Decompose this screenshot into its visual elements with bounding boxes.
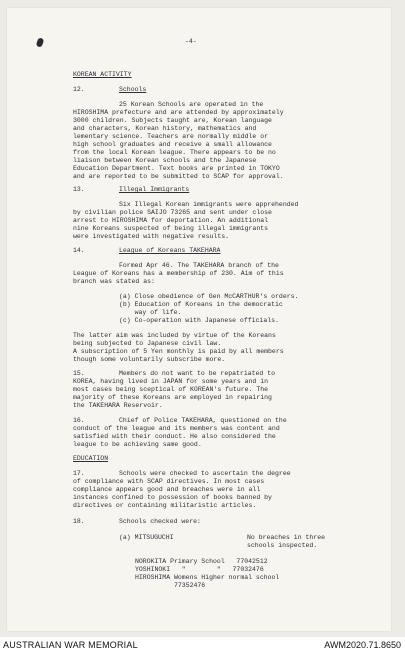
text-line: the TAKEHARA Reservoir.	[73, 402, 163, 409]
text-line: 25 Korean Schools are operated in the	[119, 101, 264, 108]
list-item: (a) Close obedience of Gen McCARTHUR's orders.	[119, 293, 299, 300]
text-line: compliance appears good and breaches were in all	[73, 486, 261, 493]
page-number: -4-	[185, 38, 197, 45]
text-line: Schools checked were:	[119, 518, 201, 525]
section-heading-korean-activity: KOREAN ACTIVITY	[73, 71, 132, 78]
text-line: by civilian police SAIJO 73265 and sent under close	[73, 209, 272, 216]
list-item: way of life.	[119, 309, 182, 316]
text-line: directives or containing militaristic articles.	[73, 502, 257, 509]
school-note: No breaches in three	[247, 534, 326, 541]
school-entry: 77352476	[135, 582, 206, 589]
text-line: Members do not want to be repatriated to	[119, 370, 276, 377]
text-line: of compliance with SCAP directives. In most cases	[73, 478, 265, 485]
text-line: though some voluntarily subscribe more.	[73, 356, 226, 363]
para-heading-illegal-immigrants: Illegal Immigrants	[119, 186, 190, 193]
text-line: Chief of Police TAKEHARA, questioned on the	[119, 417, 287, 424]
para-number-17: 17.	[73, 470, 85, 477]
footer-institution: AUSTRALIAN WAR MEMORIAL	[3, 640, 138, 650]
school-list-item: (a) MITSUGUCHI	[119, 534, 174, 541]
section-heading-education: EDUCATION	[73, 455, 109, 462]
text-line: Education Department. Text books are printed in TOKYO	[73, 165, 280, 172]
text-line: League of Koreans has a membership of 230. Aim of this	[73, 270, 284, 277]
para-number-15: 15.	[73, 370, 85, 377]
school-entry: YOSHINOKI " " 77032476	[135, 566, 264, 573]
para-heading-schools: Schools	[119, 86, 147, 93]
text-line: were investigated with negative results.	[73, 233, 230, 240]
text-line: Formed Apr 46. The TAKEHARA branch of the	[119, 262, 279, 269]
text-line: branch was stated as:	[73, 278, 155, 285]
text-line: lementary science. Teachers are normally middle or	[73, 133, 269, 140]
text-line: satisfied with their conduct. He also considered the	[73, 433, 276, 440]
text-line: and characters, Korean history, mathematics and	[73, 125, 257, 132]
para-heading-league-takehara: League of Koreans TAKEHARA	[119, 247, 221, 254]
list-item: (c) Co-operation with Japanese officials.	[119, 317, 279, 324]
text-line: from the local Korean league. There appears to be no	[73, 149, 276, 156]
text-line: arrest to HIROSHIMA for deportation. An additional	[73, 217, 269, 224]
para-number-14: 14.	[73, 247, 85, 254]
text-line: conduct of the league and its members was content and	[73, 425, 280, 432]
document-page	[7, 8, 391, 631]
text-line: instances confined to possession of books banned by	[73, 494, 272, 501]
text-line: nine Koreans suspected of being illegal immigrants	[73, 225, 269, 232]
para-number-13: 13.	[73, 186, 85, 193]
school-entry: HIROSHIMA Womens Higher normal school	[135, 574, 280, 581]
list-item: (b) Education of Koreans in the democratic	[119, 301, 283, 308]
text-line: high school graduates and receive a small allowance	[73, 141, 272, 148]
para-number-16: 16.	[73, 417, 85, 424]
punch-hole-mark	[36, 37, 45, 48]
text-line: KOREA, having lived in JAPAN for some years and in	[73, 378, 269, 385]
text-line: 3000 children. Subjects taught are, Korean language	[73, 117, 272, 124]
text-line: league to be achieving same good.	[73, 441, 202, 448]
archive-footer	[0, 637, 405, 653]
text-line: liaison between Korean schools and the Japanese	[73, 157, 257, 164]
para-number-18: 18.	[73, 518, 85, 525]
text-line: Six Illegal Korean immigrants were apprehended	[119, 201, 299, 208]
para-number-12: 12.	[73, 86, 85, 93]
school-note: schools inspected.	[247, 542, 318, 549]
text-line: and are reported to be submitted to SCAP for approval.	[73, 173, 284, 180]
text-line: most cases being sceptical of KOREAN's future. The	[73, 386, 269, 393]
footer-catalogue-id: AWM2020.71.8650	[324, 640, 401, 650]
text-line: being subjected to Japanese civil law.	[73, 340, 222, 347]
text-line: HIROSHIMA prefecture and are attended by approximately	[73, 109, 284, 116]
text-line: A subscription of 5 Yen monthly is paid by all members	[73, 348, 284, 355]
school-entry: NOROKITA Primary School 77042512	[135, 558, 268, 565]
text-line: Schools were checked to ascertain the degree	[119, 470, 291, 477]
text-line: The latter aim was included by virtue of the Koreans	[73, 332, 276, 339]
text-line: majority of these Koreans are employed in repairing	[73, 394, 272, 401]
